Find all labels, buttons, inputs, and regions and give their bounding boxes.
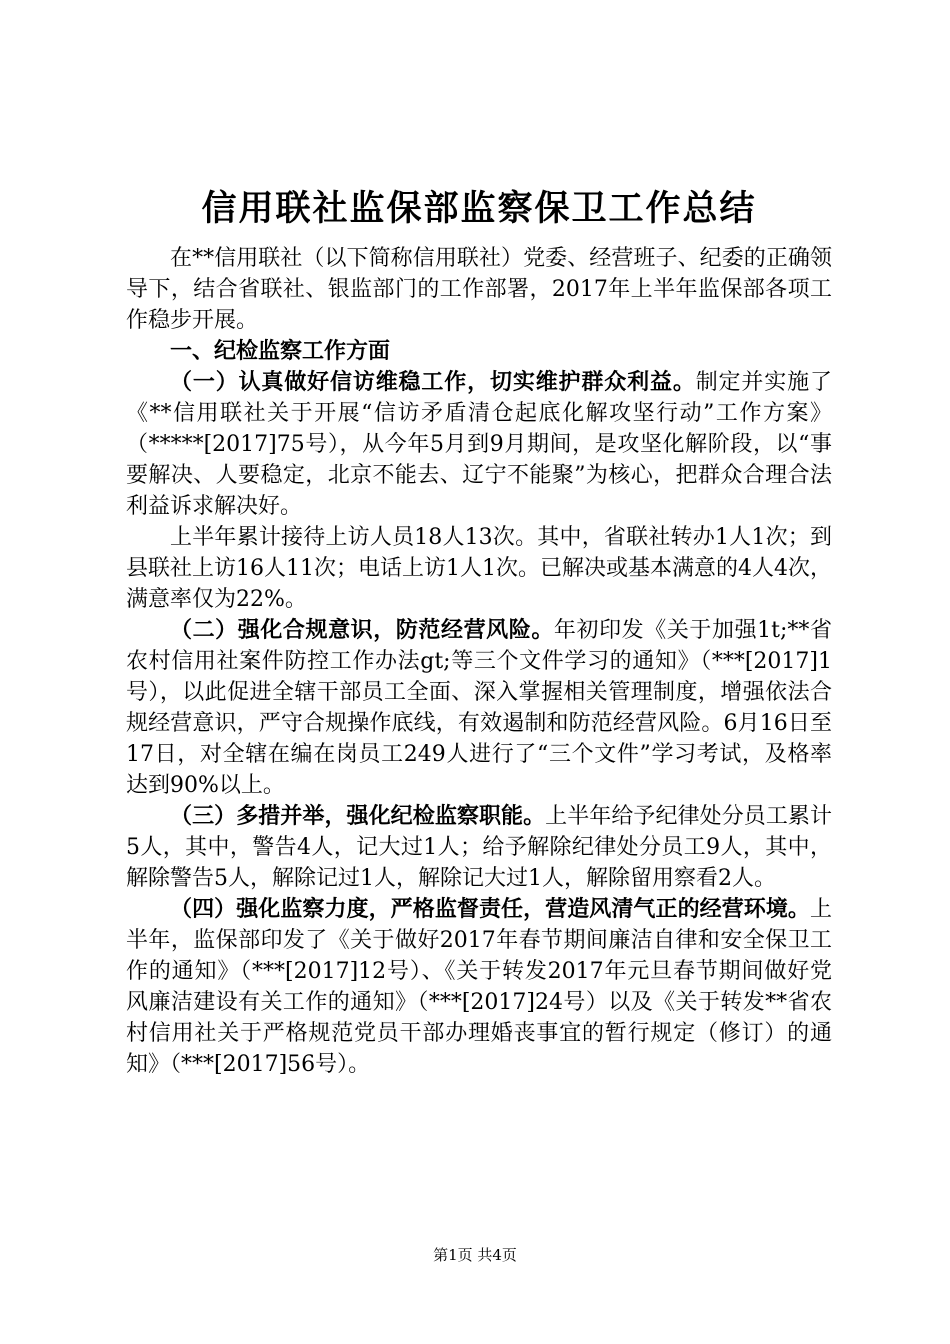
paragraph-body: 年初印发《关于加强1t;**省农村信用社案件防控工作办法gt;等三个文件学习的通知》（***[2017]1号），以此促进全辖干部员工全面、深入掌握相关管理制度，增强依法合规经营意识，严守合规操作底线，有效遏制和防范经营风险。6月16日至17日，对全辖在编在岗员工249人进行了“三个文件”学习考试，及格率达到90%以上。 <box>126 618 832 798</box>
page-number: 第1页 共4页 <box>433 1246 517 1264</box>
paragraph-petition-stats: 上半年累计接待上访人员18人13次。其中，省联社转办1人1次；到县联社上访16人11次；电话上访1人1次。已解决或基本满意的4人4次，满意率仅为22%。 <box>126 525 832 612</box>
paragraph-supervision <box>126 894 832 1080</box>
paragraph-lead: （二）强化合规意识，防范经营风险。 <box>170 617 554 643</box>
intro-paragraph: 在**信用联社（以下简称信用联社）党委、经营班子、纪委的正确领导下，结合省联社、银监部门的工作部署，2017年上半年监保部各项工作稳步开展。 <box>126 246 832 333</box>
paragraph-discipline <box>126 801 832 894</box>
paragraph-lead: （四）强化监察力度，严格监督责任，营造风清气正的经营环境。 <box>170 896 810 922</box>
paragraph-body: 上半年给予纪律处分员工累计5人，其中，警告4人，记大过1人；给予解除纪律处分员工9人，其中，解除警告5人，解除记过1人，解除记大过1人，解除留用察看2人。 <box>126 804 832 891</box>
paragraph-body: 上半年，监保部印发了《关于做好2017年春节期间廉洁自律和安全保卫工作的通知》（***[2017]12号）、《关于转发2017年元旦春节期间做好党风廉洁建设有关工作的通知》（***[2017]24号）以及《关于转发**省农村信用社关于严格规范党员干部办理婚丧事宜的暂行规定（修订）的通知》（***[2017]56号）。 <box>126 897 832 1077</box>
document-body <box>126 185 832 1080</box>
paragraph-lead: （三）多措并举，强化纪检监察职能。 <box>170 803 546 829</box>
document-title: 信用联社监保部监察保卫工作总结 <box>201 188 757 229</box>
paragraph-compliance <box>126 615 832 801</box>
paragraph-lead: （一）认真做好信访维稳工作，切实维护群众利益。 <box>170 369 696 395</box>
paragraph-body: 制定并实施了《**信用联社关于开展“信访矛盾清仓起底化解攻坚行动”工作方案》（*****[2017]75号），从今年5月到9月期间，是攻坚化解阶段，以“事要解决、人要稳定，北京不能去、辽宁不能聚”为核心，把群众合理合法利益诉求解决好。 <box>126 370 832 519</box>
paragraph-petition <box>126 367 832 522</box>
section-heading: 一、纪检监察工作方面 <box>170 338 391 364</box>
